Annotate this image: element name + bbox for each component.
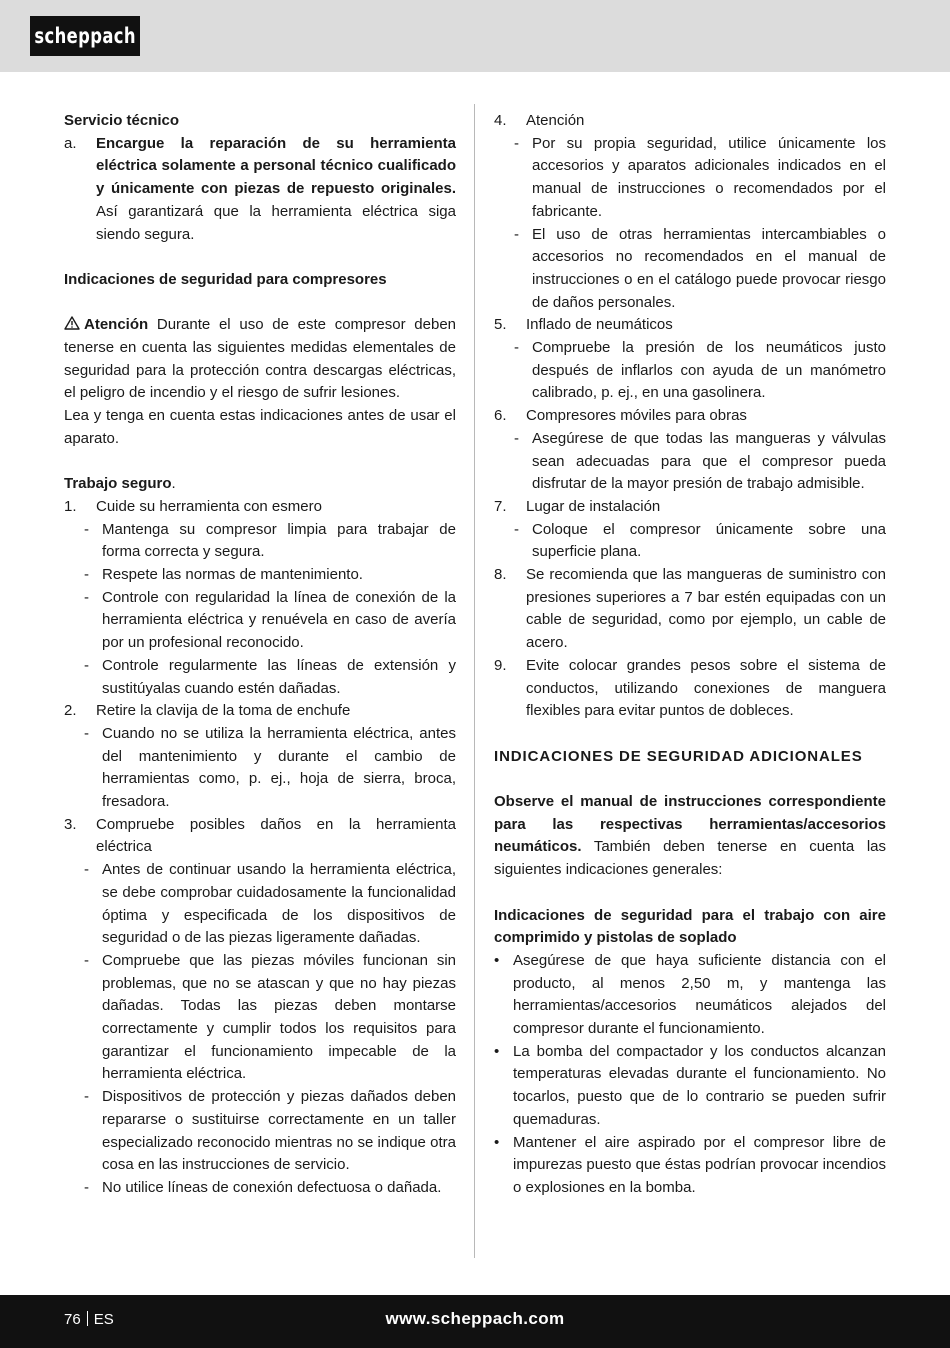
sub-item-text: Mantenga su compresor limpia para trabajar de forma correcta y segura. — [102, 520, 456, 561]
sub-item-text: No utilice líneas de conexión defectuosa o dañada. — [102, 1179, 442, 1196]
air-safety-title: Indicaciones de seguridad para el trabajo con aire comprimido y pistolas de soplado — [494, 906, 886, 947]
list-item-text: Compresores móviles para obras — [526, 407, 747, 425]
sub-item-text: Controle regularmente las líneas de extensión y sustitúyalas cuando estén dañadas. — [102, 656, 456, 697]
sub-item-text: Compruebe que las piezas móviles funcionan sin problemas, que no se atascan y que no hay piezas dañadas. Todas las piezas deben montarse correctamente y cumplir todos los requisitos para garantizar el funcionamiento impecable de la herramienta eléctrica. — [102, 951, 456, 1083]
list-item-number: 8. — [494, 566, 507, 584]
service-title: Servicio técnico — [64, 112, 180, 129]
sub-item: - Cuando no se utiliza la herramienta eléctrica, antes del mantenimiento y durante el cambio de herramientas como, p. ej., hoja de sierra, broca, fresadora. — [84, 723, 456, 814]
list-item — [64, 814, 456, 859]
language-code: ES — [93, 1311, 114, 1328]
list-item — [494, 496, 886, 519]
list-item-number: 5. — [494, 316, 507, 334]
list-item-number: 7. — [494, 497, 507, 515]
compressor-safety-title: Indicaciones de seguridad para compresores — [64, 270, 387, 288]
sub-item: - Asegúrese de que todas las mangueras y válvulas sean adecuadas para que el compresor pueda disfrutar de la mayor presión de trabajo admisible. — [514, 428, 886, 496]
bullet-list — [494, 950, 886, 1200]
left-numbered-list — [64, 496, 456, 1200]
brand-logo: scheppach — [30, 16, 140, 56]
list-item — [494, 564, 886, 655]
bullet-text: Mantener el aire aspirado por el compresor libre de impurezas puesto que éstas podrían provocar incendios o explosiones en la bomba. — [513, 1133, 886, 1196]
list-item — [64, 496, 456, 519]
list-item-text: Evite colocar grandes pesos sobre el sistema de conductos, utilizando conexiones de manguera flexibles para evitar puntos de dobleces. — [526, 656, 886, 720]
list-item-number: 6. — [494, 407, 507, 425]
sub-item-text: Antes de continuar usando la herramienta eléctrica, se debe comprobar cuidadosamente la funcionalidad óptima y especificada de los dispositivos de seguridad o de las piezas ligeramente dañadas. — [102, 861, 456, 947]
sub-item: - Mantenga su compresor limpia para trabajar de forma correcta y segura. — [84, 519, 456, 564]
list-item — [64, 700, 456, 723]
list-item-text: Atención — [526, 112, 585, 129]
list-item-text: Inflado de neumáticos — [526, 316, 673, 334]
sub-item: - Compruebe que las piezas móviles funcionan sin problemas, que no se atascan y que no hay piezas dañadas. Todas las piezas deben montarse correctamente y cumplir todos los requisitos para garantizar el funcionamiento impecable de la herramienta eléctrica. — [84, 950, 456, 1086]
list-item — [494, 405, 886, 428]
sub-item: - Controle regularmente las líneas de extensión y sustitúyalas cuando estén dañadas. — [84, 655, 456, 700]
observe-paragraph: Observe el manual de instrucciones correspondiente para las respectivas herramientas/accesorios neumáticos. También deben tenerse en cuenta las siguientes indicaciones generales: — [494, 793, 886, 879]
sub-item: - Dispositivos de protección y piezas dañados deben repararse o sustituirse correctamente en un taller especializado reconocido mientras no se indique otra cosa en las instrucciones de servicio. — [84, 1086, 456, 1177]
sub-item-text: Dispositivos de protección y piezas dañados deben repararse o sustituirse correctamente en un taller especializado reconocido mientras no se indique otra cosa en las instrucciones de servicio. — [102, 1088, 456, 1174]
additional-safety-title: INDICACIONES DE SEGURIDAD ADICIONALES — [494, 747, 863, 765]
sub-item: - No utilice líneas de conexión defectuosa o dañada. — [84, 1177, 456, 1200]
safe-work-title: Trabajo seguro. — [64, 475, 176, 493]
right-numbered-list — [494, 110, 886, 723]
list-item-number: 2. — [64, 702, 77, 720]
sub-item-text: Coloque el compresor únicamente sobre una superficie plana. — [532, 520, 886, 561]
sub-item: - Respete las normas de mantenimiento. — [84, 564, 456, 587]
sub-item-text: Controle con regularidad la línea de conexión de la herramienta eléctrica y renuévela en caso de avería por un profesional reconocido. — [102, 588, 456, 652]
list-item-text: Se recomienda que las mangueras de suministro con presiones superiores a 7 bar estén equipadas con un cable de seguridad, como por ejemplo, un cable de acero. — [526, 566, 886, 652]
list-item-text: Retire la clavija de la toma de enchufe — [96, 702, 351, 720]
sub-item: - Compruebe la presión de los neumáticos justo después de inflarlos con ayuda de un manómetro calibrado, p. ej., en una gasolinera. — [514, 337, 886, 405]
sub-item: - Por su propia seguridad, utilice únicamente los accesorios y aparatos adicionales indicados en el manual de instrucciones o recomendados por el fabricante. — [514, 133, 886, 224]
bullet-item: • Asegúrese de que haya suficiente distancia con el producto, al menos 2,50 m, y mantenga las herramientas/accesorios neumáticos alejados del compresor durante el funcionamiento. — [494, 950, 886, 1041]
header-bar — [0, 0, 950, 72]
column-divider — [474, 104, 475, 1258]
list-item-number: 9. — [494, 656, 507, 674]
sub-item-text: Por su propia seguridad, utilice únicamente los accesorios y aparatos adicionales indicados en el manual de instrucciones o recomendados por el fabricante. — [532, 134, 886, 220]
list-item-text: Compruebe posibles daños en la herramienta eléctrica — [96, 815, 456, 856]
list-item-number: 4. — [494, 112, 507, 129]
sub-item-text: Asegúrese de que todas las mangueras y válvulas sean adecuadas para que el compresor pueda disfrutar de la mayor presión de trabajo admisible. — [532, 429, 886, 493]
sub-item: - El uso de otras herramientas intercambiables o accesorios no recomendados en el manual de instrucciones o en el catálogo puede provocar riesgo de daños personales. — [514, 224, 886, 315]
bullet-text: Asegúrese de que haya suficiente distancia con el producto, al menos 2,50 m, y mantenga las herramientas/accesorios neumáticos alejados del compresor durante el funcionamiento. — [513, 951, 886, 1038]
warning-triangle-icon — [64, 316, 80, 330]
sub-item: - Coloque el compresor únicamente sobre una superficie plana. — [514, 519, 886, 564]
list-item — [494, 110, 886, 133]
list-item-number: 3. — [64, 815, 77, 833]
service-item: a. Encargue la reparación de su herramienta eléctrica solamente a personal técnico cualificado y únicamente con piezas de repuesto originales. Así garantizará que la herramienta eléctrica siga siendo segura. — [64, 134, 456, 243]
right-column — [494, 110, 886, 1200]
list-item — [494, 655, 886, 723]
sub-item-text: Compruebe la presión de los neumáticos justo después de inflarlos con ayuda de un manómetro calibrado, p. ej., en una gasolinera. — [532, 339, 886, 402]
warning-note: Lea y tenga en cuenta estas indicaciones antes de usar el aparato. — [64, 407, 456, 447]
sub-item-text: Respete las normas de mantenimiento. — [102, 566, 363, 584]
bullet-item: • Mantener el aire aspirado por el compresor libre de impurezas puesto que éstas podrían provocar incendios o explosiones en la bomba. — [494, 1132, 886, 1200]
bullet-text: La bomba del compactador y los conductos alcanzan temperaturas elevadas durante el funcionamiento. No tocarlos, puesto que de lo contrario se pueden sufrir quemaduras. — [513, 1042, 886, 1128]
sub-item-text: Cuando no se utiliza la herramienta eléctrica, antes del mantenimiento y durante el cambio de herramientas como, p. ej., hoja de sierra, broca, fresadora. — [102, 724, 456, 811]
warning-paragraph: Atención Durante el uso de este compresor deben tenerse en cuenta las siguientes medidas elementales de seguridad para la protección contra descargas eléctricas, el peligro de incendio y el riesgo de sufrir lesiones. — [64, 316, 456, 402]
sub-item: - Antes de continuar usando la herramienta eléctrica, se debe comprobar cuidadosamente la funcionalidad óptima y especificada de los dispositivos de seguridad o de las piezas ligeramente dañadas. — [84, 859, 456, 950]
list-item — [494, 314, 886, 337]
left-column — [64, 110, 456, 1200]
sub-item: - Controle con regularidad la línea de conexión de la herramienta eléctrica y renuévela en caso de avería por un profesional reconocido. — [84, 587, 456, 655]
list-item-number: 1. — [64, 497, 77, 515]
website-link[interactable]: www.scheppach.com — [385, 1309, 565, 1328]
bullet-item: • La bomba del compactador y los conductos alcanzan temperaturas elevadas durante el funcionamiento. No tocarlos, puesto que de lo contrario se pueden sufrir quemaduras. — [494, 1041, 886, 1132]
list-item-text: Lugar de instalación — [526, 497, 661, 515]
footer-bar — [0, 1295, 950, 1348]
page-number: 76 — [64, 1311, 81, 1328]
sub-item-text: El uso de otras herramientas intercambiables o accesorios no recomendados en el manual de instrucciones o en el catálogo puede provocar riesgo de daños personales. — [532, 225, 886, 311]
list-item-text: Cuide su herramienta con esmero — [96, 497, 322, 515]
